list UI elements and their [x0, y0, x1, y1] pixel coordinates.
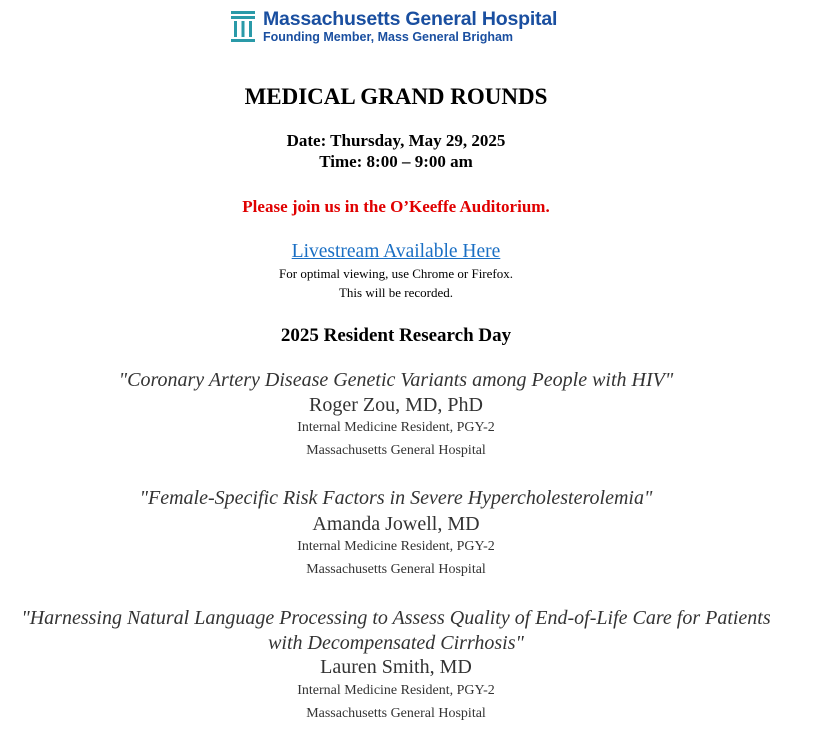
- section-title: 2025 Resident Research Day: [280, 325, 512, 346]
- recorded-note: This will be recorded.: [338, 285, 454, 300]
- viewing-note: For optimal viewing, use Chrome or Firefox.: [279, 266, 513, 281]
- speaker-institution: Massachusetts General Hospital: [306, 443, 486, 458]
- location-notice: Please join us in the O’Keeffe Auditorium.: [242, 197, 550, 216]
- event-date: Date: Thursday, May 29, 2025: [286, 131, 506, 150]
- speaker-institution: Massachusetts General Hospital: [306, 706, 486, 721]
- logo-subtitle: Founding Member, Mass General Brigham: [263, 30, 514, 44]
- speaker-role: Internal Medicine Resident, PGY-2: [297, 683, 495, 698]
- speaker-role: Internal Medicine Resident, PGY-2: [297, 539, 495, 554]
- livestream-link[interactable]: Livestream Available Here: [291, 241, 501, 262]
- speaker-name: Roger Zou, MD, PhD: [309, 394, 483, 416]
- speaker-name: Amanda Jowell, MD: [312, 513, 480, 535]
- speaker-role: Internal Medicine Resident, PGY-2: [297, 420, 495, 435]
- speaker-institution: Massachusetts General Hospital: [306, 562, 486, 577]
- talk-title: "Coronary Artery Disease Genetic Variants among People with HIV": [118, 369, 674, 391]
- talk-title: "Harnessing Natural Language Processing to Assess Quality of End-of-Life Care for Patients: [21, 607, 771, 629]
- event-title: MEDICAL GRAND ROUNDS: [244, 84, 548, 109]
- logo-title: Massachusetts General Hospital: [263, 8, 558, 30]
- talk-title: "Female-Specific Risk Factors in Severe Hypercholesterolemia": [139, 487, 653, 509]
- event-time: Time: 8:00 – 9:00 am: [319, 152, 473, 171]
- hospital-logo: [231, 8, 571, 48]
- speaker-name: Lauren Smith, MD: [320, 656, 472, 678]
- hospital-building-icon: [231, 11, 255, 45]
- talk-title-continued: with Decompensated Cirrhosis": [268, 632, 524, 654]
